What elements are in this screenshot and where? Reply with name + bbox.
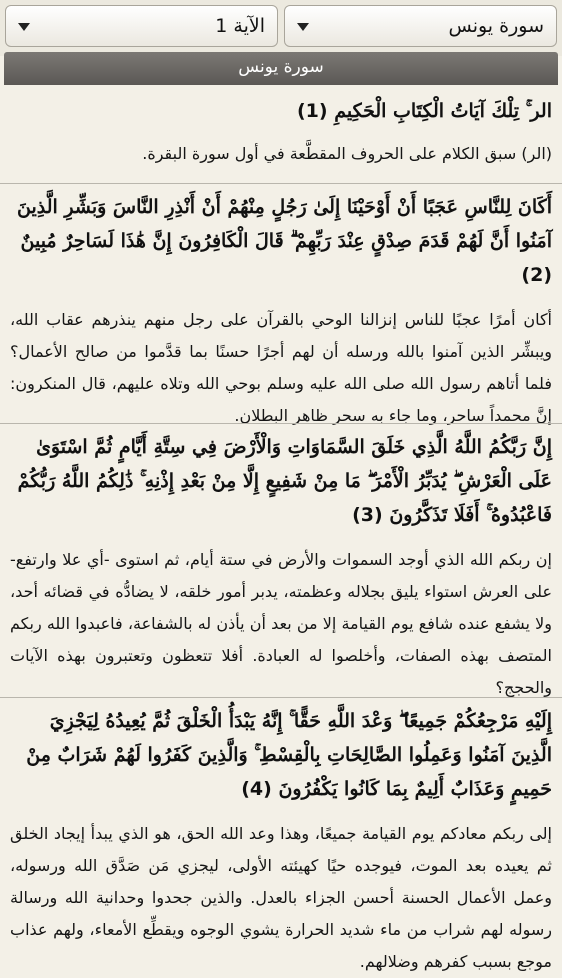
sura-select[interactable] (284, 5, 557, 47)
ayah-number: (3) (352, 504, 383, 526)
sura-select-value: سورة يونس (448, 15, 544, 37)
ayah-number: (2) (521, 264, 552, 286)
ayah-arabic: إِلَيْهِ مَرْجِعُكُمْ جَمِيعًا ۖ وَعْدَ اللَّهِ حَقًّا ۚ إِنَّهُ يَبْدَأُ الْخَلْقَ ثُمَّ يُعِيدُهُ لِيَجْزِيَ الَّذِينَ آمَنُوا وَعَمِلُوا الصَّالِحَاتِ بِالْقِسْطِ ۚ وَالَّذِينَ كَفَرُوا لَهُمْ شَرَابٌ مِنْ حَمِيمٍ وَعَذَابٌ أَلِيمٌ بِمَا كَانُوا يَكْفُرُونَ (26, 710, 552, 800)
ayah-arabic: أَكَانَ لِلنَّاسِ عَجَبًا أَنْ أَوْحَيْنَا إِلَىٰ رَجُلٍ مِنْهُمْ أَنْ أَنْذِرِ النَّاسَ وَبَشِّرِ الَّذِينَ آمَنُوا أَنَّ لَهُمْ قَدَمَ صِدْقٍ عِنْدَ رَبِّهِمْ ۗ قَالَ الْكَافِرُونَ إِنَّ هَٰذَا لَسَاحِرٌ مُبِينٌ (17, 196, 552, 252)
ayah-text[interactable] (0, 86, 562, 128)
tafsir-text: إن ربكم الله الذي أوجد السموات والأرض في ستة أيام، ثم استوى -أي علا وارتفع- على العرش استواء يليق بجلاله وعظمته، يدبر أمور خلقه، لا يضادُّه في قضائه أحد، ولا يشفع عنده شافع يوم القيامة إلا من بعد أن يأذن له بالشفاعة، فاعبدوا الله ربكم المتصف بهذه الصفات، وأخلصوا له العبادة. أفلا تتعظون وتعتبرون بهذه الآيات والحجج؟ (10, 550, 552, 697)
aya-select[interactable] (5, 5, 278, 47)
tafsir-text: أكان أمرًا عجبًا للناس إنزالنا الوحي بالقرآن على رجل منهم ينذرهم عقاب الله، ويبشِّر الذين آمنوا بالله ورسله أن لهم أجرًا حسنًا بما قدَّموا من صالح الأعمال؟ فلما أتاهم رسول الله صلى الله عليه وسلم بوحي الله وتلاه عليهم، قال المنكرون: إنَّ محمداً ساحر، وما جاء به سحر ظاهر البطلان. (10, 310, 552, 425)
ayah-arabic: الر ۚ تِلْكَ آيَاتُ الْكِتَابِ الْحَكِيمِ (334, 100, 552, 122)
sura-title-bar: سورة يونس (4, 52, 558, 85)
ayah-text[interactable] (0, 424, 562, 532)
aya-select-value: الآية 1 (215, 15, 265, 37)
ayah-number: (1) (296, 100, 328, 122)
ayah-text[interactable] (0, 184, 562, 292)
top-toolbar (0, 0, 562, 56)
tafsir-text: (الر) سبق الكلام على الحروف المقطَّعة في أول سورة البقرة. (142, 144, 552, 163)
chevron-down-icon (18, 23, 30, 31)
ayah-number: (4) (241, 778, 272, 800)
chevron-down-icon (297, 23, 309, 31)
verse-block (0, 183, 562, 423)
verse-block (0, 423, 562, 697)
tafsir-text: إلى ربكم معادكم يوم القيامة جميعًا، وهذا وعد الله الحق، هو الذي يبدأ إيجاد الخلق ثم يعيده بعد الموت، فيوجده حيًا كهيئته الأولى، ليجزي مَن صَدَّق الله ورسوله، وعمل الأعمال الحسنة أحسن الجزاء بالعدل. والذين جحدوا وحدانية الله ورسالة رسوله لهم شراب من ماء شديد الحرارة يشوي الوجوه ويقطِّع الأمعاء، ولهم عذاب موجع بسبب كفرهم وضلالهم. (10, 824, 552, 971)
verse-block (0, 697, 562, 971)
ayah-text[interactable] (0, 698, 562, 806)
verse-block (0, 86, 562, 183)
ayah-arabic: إِنَّ رَبَّكُمُ اللَّهُ الَّذِي خَلَقَ السَّمَاوَاتِ وَالْأَرْضَ فِي سِتَّةِ أَيَّامٍ ثُمَّ اسْتَوَىٰ عَلَى الْعَرْشِ ۖ يُدَبِّرُ الْأَمْرَ ۖ مَا مِنْ شَفِيعٍ إِلَّا مِنْ بَعْدِ إِذْنِهِ ۚ ذَٰلِكُمُ اللَّهُ رَبُّكُمْ فَاعْبُدُوهُ ۚ أَفَلَا تَذَكَّرُونَ (17, 436, 552, 526)
